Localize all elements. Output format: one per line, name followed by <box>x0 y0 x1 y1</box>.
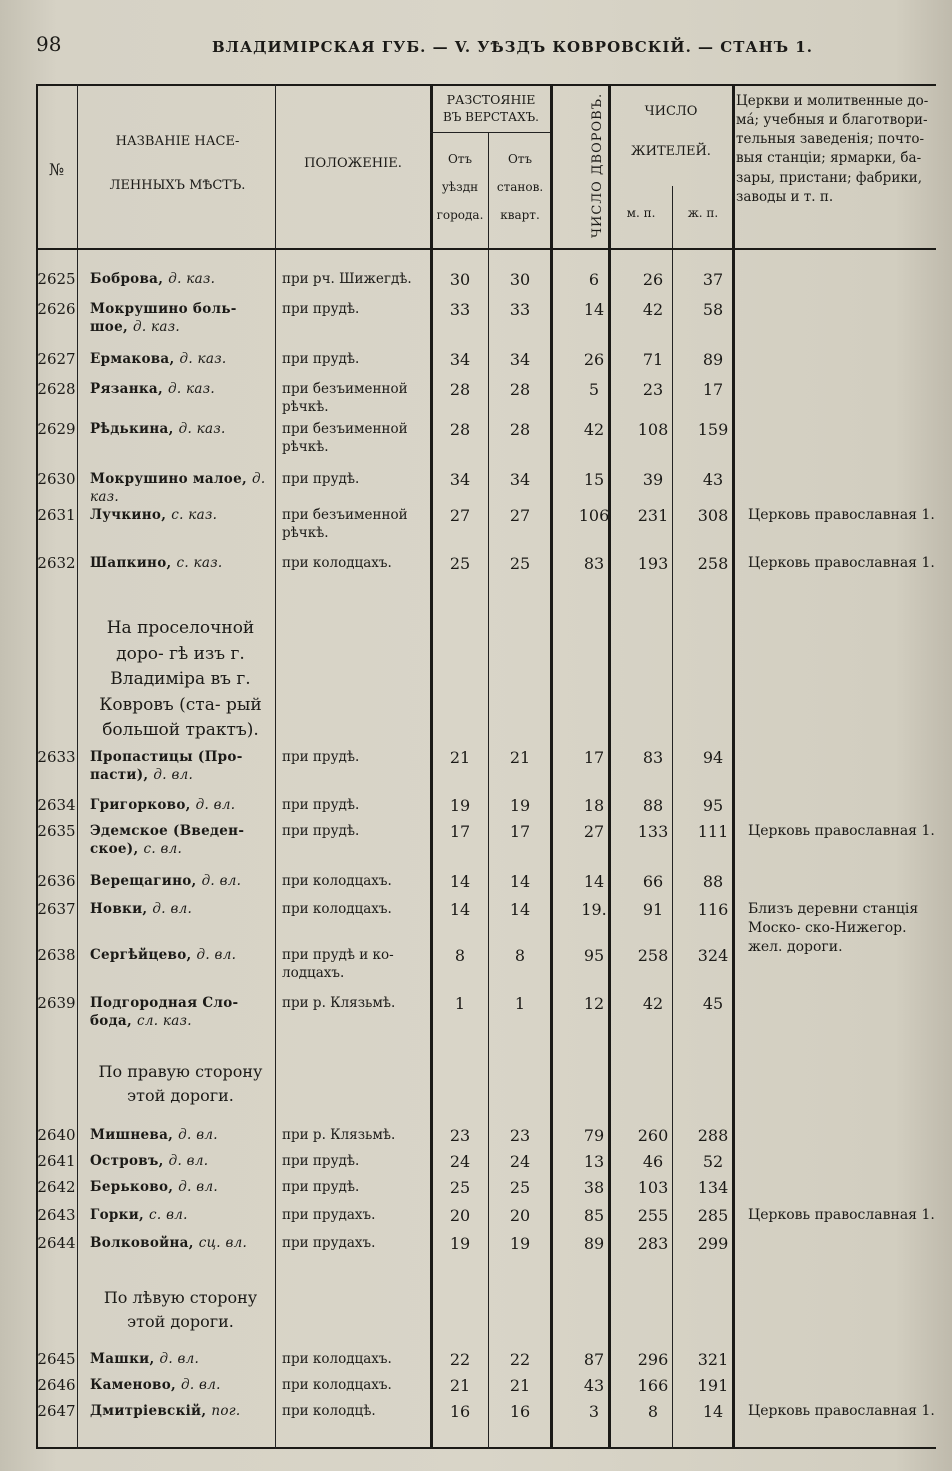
place-name: Шапкино, <box>90 555 172 571</box>
row-distance-station: 28 <box>509 420 531 439</box>
row-position: при прудѣ. <box>282 1179 360 1195</box>
row-place-name <box>90 1402 270 1420</box>
row-distance-town: 33 <box>449 300 471 319</box>
row-households: 26 <box>583 350 605 369</box>
header-dist-station-1: Отъ <box>507 152 533 166</box>
place-name: Мокрушино малое, <box>90 471 247 487</box>
row-households: 89 <box>583 1234 605 1253</box>
row-place-name <box>90 822 270 858</box>
place-name: Волковойна, <box>90 1235 194 1251</box>
place-kind: д. вл. <box>195 797 236 813</box>
row-distance-town: 8 <box>454 946 466 965</box>
row-female: 89 <box>702 350 724 369</box>
place-kind: д. вл. <box>168 1153 209 1169</box>
row-distance-station: 22 <box>509 1350 531 1369</box>
row-female: 17 <box>702 380 724 399</box>
row-number: 2638 <box>37 946 76 964</box>
header-dist-town-1: Отъ <box>447 152 473 166</box>
row-distance-station: 27 <box>509 506 531 525</box>
header-distance-line1: РАЗСТОЯНІЕ <box>446 92 536 107</box>
row-position: при прудѣ. <box>282 471 360 487</box>
row-male: 91 <box>642 900 664 919</box>
row-distance-town: 23 <box>449 1126 471 1145</box>
row-distance-town: 16 <box>449 1402 471 1421</box>
row-number: 2627 <box>37 350 76 368</box>
header-dist-station-2: станов. <box>496 180 544 194</box>
row-number: 2645 <box>37 1350 76 1368</box>
row-female: 159 <box>697 420 729 439</box>
row-female: 95 <box>702 796 724 815</box>
row-distance-station: 24 <box>509 1152 531 1171</box>
row-female: 285 <box>697 1206 729 1225</box>
header-inhabitants-line2: ЖИТЕЛЕЙ. <box>631 144 711 159</box>
row-female: 88 <box>702 872 724 891</box>
place-name: Островъ, <box>90 1153 164 1169</box>
row-male: 71 <box>642 350 664 369</box>
row-distance-town: 21 <box>449 1376 471 1395</box>
header-position: ПОЛОЖЕНІЕ. <box>304 156 402 171</box>
page-number: 98 <box>36 32 62 56</box>
row-male: 258 <box>637 946 669 965</box>
row-distance-town: 25 <box>449 1178 471 1197</box>
row-notes: Церковь православная 1. <box>748 1403 935 1419</box>
row-position: при прудѣ. <box>282 351 360 367</box>
place-kind: д. вл. <box>196 947 237 963</box>
row-households: 18 <box>583 796 605 815</box>
header-name-line1: НАЗВАНІЕ НАСЕ- <box>115 134 240 149</box>
row-female: 43 <box>702 470 724 489</box>
row-female: 299 <box>697 1234 729 1253</box>
row-female: 37 <box>702 270 724 289</box>
row-number: 2634 <box>37 796 76 814</box>
header-female: ж. п. <box>687 206 719 220</box>
row-households: 6 <box>588 270 600 289</box>
row-female: 14 <box>702 1402 724 1421</box>
row-distance-station: 14 <box>509 900 531 919</box>
place-name: Ермакова, <box>90 351 175 367</box>
running-head-title: ВЛАДИМІРСКАЯ ГУБ. — V. УѢЗДЪ КОВРОВСКІЙ. — СТАНЪ 1. <box>212 38 813 56</box>
header-dist-town-2: уѣздн <box>441 180 479 194</box>
place-name: Григорково, <box>90 797 191 813</box>
row-households: 38 <box>583 1178 605 1197</box>
row-position: при прудѣ. <box>282 749 360 765</box>
row-households: 27 <box>583 822 605 841</box>
header-male: м. п. <box>626 206 656 220</box>
header-no: № <box>48 160 65 179</box>
row-female: 52 <box>702 1152 724 1171</box>
place-kind: д. вл. <box>181 1377 221 1393</box>
row-position: при колодцахъ. <box>282 1377 392 1393</box>
place-name: Верещагино, <box>90 873 197 889</box>
row-notes: Близъ деревни станція Моско- ско-Нижегор. жел. дороги. <box>748 901 919 955</box>
row-male: 283 <box>637 1234 669 1253</box>
row-number: 2644 <box>37 1234 76 1252</box>
row-distance-station: 34 <box>509 470 531 489</box>
section-heading: На проселочной доро- гѣ изъ г. Владиміра въ г. Ковровъ (ста- рый большой трактъ). <box>99 618 262 740</box>
row-male: 255 <box>637 1206 669 1225</box>
row-households: 14 <box>583 300 605 319</box>
row-households: 87 <box>583 1350 605 1369</box>
row-distance-town: 22 <box>449 1350 471 1369</box>
place-name: Сергѣйцево, <box>90 947 192 963</box>
row-female: 191 <box>697 1376 729 1395</box>
row-distance-station: 19 <box>509 1234 531 1253</box>
row-households: 17 <box>583 748 605 767</box>
place-name: Эдемское (Введен- ское), <box>90 823 245 858</box>
row-households: 13 <box>583 1152 605 1171</box>
row-distance-station: 16 <box>509 1402 531 1421</box>
row-male: 8 <box>647 1402 659 1421</box>
row-place-name <box>90 1234 270 1252</box>
row-households: 19. <box>581 900 607 919</box>
section-heading: По лѣвую сторону этой дороги. <box>103 1288 258 1331</box>
place-kind: д. каз. <box>179 351 227 367</box>
row-distance-town: 27 <box>449 506 471 525</box>
row-distance-town: 17 <box>449 822 471 841</box>
row-number: 2637 <box>37 900 76 918</box>
row-number: 2635 <box>37 822 76 840</box>
row-notes: Церковь православная 1. <box>748 1207 935 1223</box>
row-distance-station: 23 <box>509 1126 531 1145</box>
row-place-name <box>90 872 270 890</box>
row-male: 108 <box>637 420 669 439</box>
row-male: 26 <box>642 270 664 289</box>
row-position: при прудѣ. <box>282 1153 360 1169</box>
row-number: 2629 <box>37 420 76 438</box>
place-kind: с. вл. <box>149 1207 188 1223</box>
row-distance-station: 30 <box>509 270 531 289</box>
header-households-text: ЧИСЛО ДВОРОВЪ. <box>590 92 605 238</box>
row-number: 2633 <box>37 748 76 766</box>
row-position: при колодцахъ. <box>282 873 392 889</box>
rule-inhabitants-mid <box>672 186 673 1449</box>
row-distance-station: 25 <box>509 1178 531 1197</box>
row-position: при рч. Шижегдѣ. <box>282 271 412 287</box>
row-female: 94 <box>702 748 724 767</box>
place-kind: д. вл. <box>159 1351 200 1367</box>
row-male: 42 <box>642 994 664 1013</box>
row-distance-station: 34 <box>509 350 531 369</box>
row-female: 45 <box>702 994 724 1013</box>
row-male: 231 <box>637 506 669 525</box>
rule-name <box>275 84 276 1449</box>
row-number: 2640 <box>37 1126 76 1144</box>
row-male: 260 <box>637 1126 669 1145</box>
row-number: 2631 <box>37 506 76 524</box>
rule-header-bottom <box>36 248 936 250</box>
running-head <box>0 18 952 58</box>
row-distance-station: 33 <box>509 300 531 319</box>
row-number: 2642 <box>37 1178 76 1196</box>
row-male: 42 <box>642 300 664 319</box>
row-distance-town: 34 <box>449 350 471 369</box>
row-distance-town: 25 <box>449 554 471 573</box>
row-position: при безъименной рѣчкѣ. <box>282 381 408 416</box>
row-position: при прудѣ. <box>282 797 360 813</box>
place-name: Берьково, <box>90 1179 174 1195</box>
row-households: 43 <box>583 1376 605 1395</box>
row-place-name <box>90 994 270 1030</box>
place-kind: с. каз. <box>176 555 223 571</box>
header-distance-line2: ВЪ ВЕРСТАХЪ. <box>443 110 539 124</box>
place-name: Машки, <box>90 1351 155 1367</box>
place-kind: сц. вл. <box>198 1235 248 1251</box>
row-place-name <box>90 1206 270 1224</box>
row-male: 296 <box>637 1350 669 1369</box>
row-male: 103 <box>637 1178 669 1197</box>
row-place-name <box>90 554 270 572</box>
place-kind: д. вл. <box>178 1127 218 1143</box>
row-distance-town: 14 <box>449 872 471 891</box>
row-place-name <box>90 380 270 398</box>
row-distance-station: 17 <box>509 822 531 841</box>
row-households: 12 <box>583 994 605 1013</box>
row-number: 2632 <box>37 554 76 572</box>
row-number: 2647 <box>37 1402 76 1420</box>
place-name: Боброва, <box>90 271 164 287</box>
rule-no <box>77 84 78 1449</box>
row-number: 2626 <box>37 300 76 318</box>
row-distance-town: 20 <box>449 1206 471 1225</box>
section-heading: По правую сторону этой дороги. <box>98 1062 263 1105</box>
row-place-name <box>90 748 270 784</box>
row-position: при прудѣ. <box>282 823 360 839</box>
row-male: 46 <box>642 1152 664 1171</box>
row-female: 116 <box>697 900 729 919</box>
row-distance-town: 19 <box>449 1234 471 1253</box>
row-male: 193 <box>637 554 669 573</box>
row-place-name <box>90 506 270 524</box>
row-place-name <box>90 420 270 438</box>
header-name-line2: ЛЕННЫХЪ МѢСТЪ. <box>109 178 246 193</box>
row-notes: Церковь православная 1. <box>748 823 935 839</box>
row-female: 321 <box>697 1350 729 1369</box>
row-notes: Церковь православная 1. <box>748 555 935 571</box>
row-place-name <box>90 1376 270 1394</box>
place-kind: д. вл. <box>178 1179 218 1195</box>
place-name: Каменово, <box>90 1377 177 1393</box>
row-female: 58 <box>702 300 724 319</box>
row-households: 3 <box>588 1402 600 1421</box>
row-position: при прудѣ. <box>282 301 360 317</box>
row-households: 83 <box>583 554 605 573</box>
place-kind: д. вл. <box>201 873 242 889</box>
row-number: 2643 <box>37 1206 76 1224</box>
header-notes: Церкви и молитвенные до- мá; учебныя и благотвори- тельныя заведенія; почто- выя станціи; ярмарки, ба- зары, пристани; фабрики, заводы и т. п. <box>736 93 929 205</box>
row-position: при колодцахъ. <box>282 555 392 571</box>
row-position: при безъименной рѣчкѣ. <box>282 421 408 456</box>
place-name: Новки, <box>90 901 148 917</box>
row-female: 258 <box>697 554 729 573</box>
row-male: 88 <box>642 796 664 815</box>
header-inhabitants-line1: ЧИСЛО <box>644 104 698 119</box>
row-position: при прудѣ и ко- лодцахъ. <box>282 947 394 982</box>
row-male: 23 <box>642 380 664 399</box>
place-name: Мишнева, <box>90 1127 174 1143</box>
place-name: Пропастицы (Про- пасти), <box>90 749 243 784</box>
row-male: 133 <box>637 822 669 841</box>
place-name: Лучкино, <box>90 507 167 523</box>
place-name: Дмитріевскій, <box>90 1403 207 1419</box>
row-female: 308 <box>697 506 729 525</box>
place-kind: д. каз. <box>178 421 226 437</box>
row-female: 111 <box>697 822 729 841</box>
row-position: при колодцахъ. <box>282 1351 392 1367</box>
row-households: 5 <box>588 380 600 399</box>
row-distance-town: 34 <box>449 470 471 489</box>
row-households: 79 <box>583 1126 605 1145</box>
row-female: 288 <box>697 1126 729 1145</box>
row-place-name <box>90 300 270 336</box>
row-male: 39 <box>642 470 664 489</box>
row-female: 134 <box>697 1178 729 1197</box>
row-position: при колодцахъ. <box>282 901 392 917</box>
place-name: Мокрушино боль- шое, <box>90 301 237 336</box>
row-place-name <box>90 470 270 506</box>
row-number: 2636 <box>37 872 76 890</box>
row-distance-station: 21 <box>509 1376 531 1395</box>
row-distance-station: 1 <box>514 994 526 1013</box>
place-kind: д. каз. <box>168 271 216 287</box>
row-female: 324 <box>697 946 729 965</box>
row-distance-town: 28 <box>449 380 471 399</box>
row-male: 166 <box>637 1376 669 1395</box>
row-notes: Церковь православная 1. <box>748 507 935 523</box>
row-place-name <box>90 1350 270 1368</box>
row-position: при р. Клязьмѣ. <box>282 1127 396 1143</box>
row-place-name <box>90 1126 270 1144</box>
row-households: 95 <box>583 946 605 965</box>
place-kind: д. вл. <box>152 901 193 917</box>
place-kind: д. каз. <box>90 471 266 506</box>
row-distance-town: 21 <box>449 748 471 767</box>
row-distance-station: 14 <box>509 872 531 891</box>
row-households: 42 <box>583 420 605 439</box>
row-distance-station: 28 <box>509 380 531 399</box>
row-distance-town: 28 <box>449 420 471 439</box>
place-kind: сл. каз. <box>136 1013 192 1030</box>
row-distance-station: 8 <box>514 946 526 965</box>
header-households <box>586 92 606 238</box>
row-place-name <box>90 270 270 288</box>
row-distance-station: 25 <box>509 554 531 573</box>
row-place-name <box>90 1152 270 1170</box>
row-households: 85 <box>583 1206 605 1225</box>
row-place-name <box>90 900 270 918</box>
header-dist-town-3: города. <box>436 208 484 222</box>
row-distance-station: 20 <box>509 1206 531 1225</box>
place-kind: с. вл. <box>143 841 183 858</box>
row-male: 66 <box>642 872 664 891</box>
row-distance-station: 21 <box>509 748 531 767</box>
row-distance-town: 19 <box>449 796 471 815</box>
row-place-name <box>90 350 270 368</box>
row-households: 106 <box>578 506 610 525</box>
row-number: 2639 <box>37 994 76 1012</box>
row-position: при колодцѣ. <box>282 1403 376 1419</box>
row-distance-town: 1 <box>454 994 466 1013</box>
row-distance-town: 30 <box>449 270 471 289</box>
row-position: при прудахъ. <box>282 1235 376 1251</box>
row-male: 83 <box>642 748 664 767</box>
place-name: Рязанка, <box>90 381 163 397</box>
row-households: 15 <box>583 470 605 489</box>
place-kind: д. каз. <box>133 319 181 336</box>
row-place-name <box>90 796 270 814</box>
row-position: при прудахъ. <box>282 1207 376 1223</box>
row-distance-town: 24 <box>449 1152 471 1171</box>
row-place-name <box>90 946 270 964</box>
row-number: 2641 <box>37 1152 76 1170</box>
row-distance-station: 19 <box>509 796 531 815</box>
row-number: 2646 <box>37 1376 76 1394</box>
place-kind: д. каз. <box>167 381 215 397</box>
row-distance-town: 14 <box>449 900 471 919</box>
row-position: при р. Клязьмѣ. <box>282 995 396 1011</box>
place-name: Подгородная Сло- бода, <box>90 995 239 1030</box>
rule-distance-header <box>430 132 550 133</box>
row-position: при безъименной рѣчкѣ. <box>282 507 408 542</box>
place-name: Горки, <box>90 1207 145 1223</box>
place-kind: с. каз. <box>171 507 218 523</box>
header-dist-station-3: кварт. <box>500 208 540 222</box>
row-households: 14 <box>583 872 605 891</box>
place-kind: д. вл. <box>153 767 194 784</box>
row-number: 2625 <box>37 270 76 288</box>
row-place-name <box>90 1178 270 1196</box>
row-number: 2628 <box>37 380 76 398</box>
place-kind: пог. <box>211 1403 241 1419</box>
row-number: 2630 <box>37 470 76 488</box>
place-name: Рѣдькина, <box>90 421 174 437</box>
